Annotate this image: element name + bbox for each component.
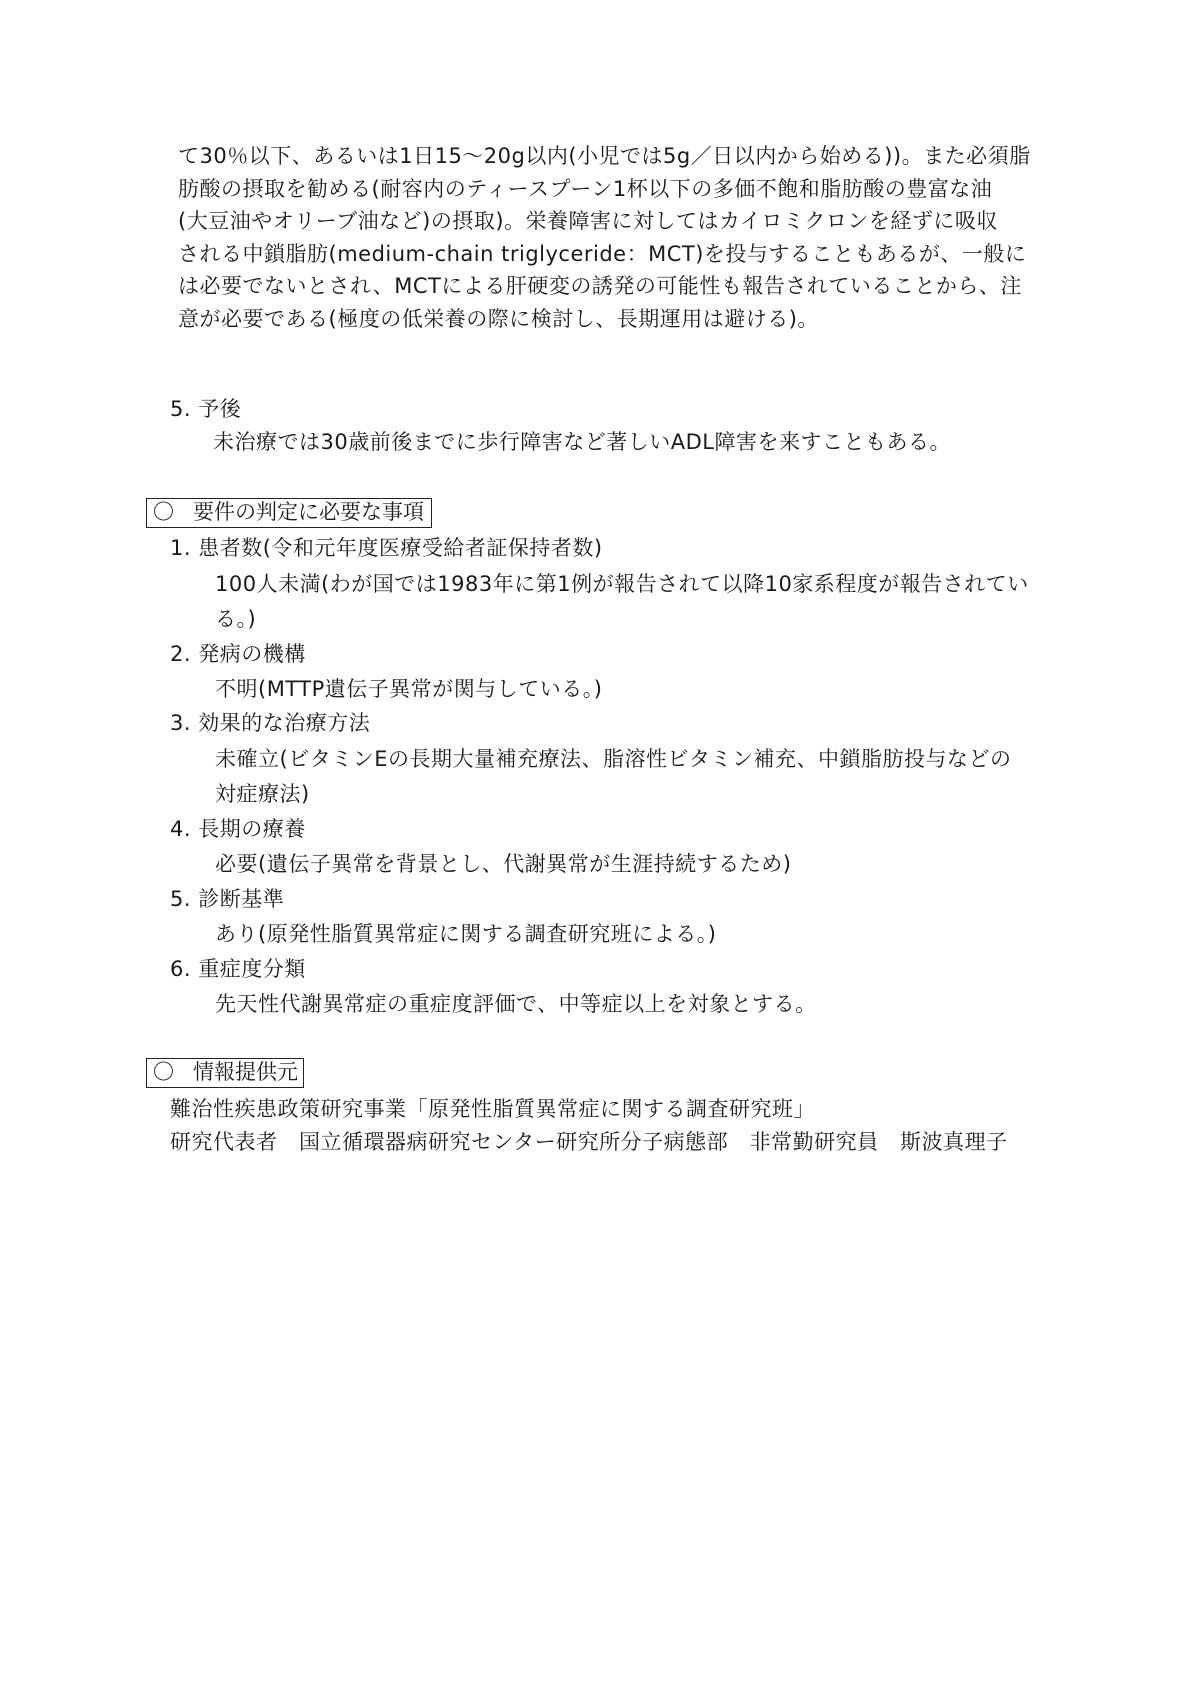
- treatment-line: される中鎖脂肪(medium-chain triglyceride：MCT)を投与することもあるが、一般に: [178, 242, 1027, 266]
- requirement-text: 対症療法): [215, 782, 310, 806]
- circle-mark: 〇: [153, 500, 174, 524]
- requirement-heading: 3. 効果的な治療方法: [170, 711, 371, 735]
- prognosis-heading: 5. 予後: [170, 397, 242, 421]
- requirement-text: 不明(MTTP遺伝子異常が関与している。): [215, 677, 603, 701]
- requirement-text: 100人未満(わが国では1983年に第1例が報告されて以降10家系程度が報告されてい: [215, 572, 1029, 596]
- requirement-text: る。): [215, 607, 257, 631]
- source-title: 情報提供元: [193, 1060, 298, 1084]
- circle-mark: 〇: [153, 1060, 174, 1084]
- treatment-line: は必要でないとされ、MCTによる肝硬変の誘発の可能性も報告されていることから、注: [178, 274, 1022, 298]
- requirements-section-heading: [146, 498, 432, 528]
- requirement-text: あり(原発性脂質異常症に関する調査研究班による。): [215, 922, 717, 946]
- requirement-text: 未確立(ビタミンEの長期大量補充療法、脂溶性ビタミン補充、中鎖脂肪投与などの: [215, 747, 1012, 771]
- requirement-heading: 6. 重症度分類: [170, 957, 306, 981]
- treatment-line: 肪酸の摂取を勧める(耐容内のティースプーン1杯以下の多価不飽和脂肪酸の豊富な油: [178, 177, 993, 201]
- requirement-text: 必要(遺伝子異常を背景とし、代謝異常が生涯持続するため): [215, 852, 792, 876]
- prognosis-text: 未治療では30歳前後までに歩行障害など著しいADL障害を来すこともある。: [213, 430, 951, 454]
- requirement-heading: 4. 長期の療養: [170, 817, 306, 841]
- treatment-line: て30％以下、あるいは1日15～20g以内(小児では5g／日以内から始める))。また必須脂: [178, 144, 1031, 168]
- treatment-line: 意が必要である(極度の低栄養の際に検討し、長期運用は避ける)。: [178, 307, 819, 331]
- requirement-heading: 1. 患者数(令和元年度医療受給者証保持者数): [170, 536, 603, 560]
- requirements-title: 要件の判定に必要な事項: [193, 500, 424, 524]
- treatment-line: (大豆油やオリーブ油など)の摂取)。栄養障害に対してはカイロミクロンを経ずに吸収: [178, 209, 998, 233]
- source-section-heading: [146, 1058, 304, 1088]
- requirement-heading: 5. 診断基準: [170, 887, 285, 911]
- source-line: 難治性疾患政策研究事業「原発性脂質異常症に関する調査研究班」: [170, 1097, 815, 1121]
- requirement-text: 先天性代謝異常症の重症度評価で、中等症以上を対象とする。: [215, 992, 817, 1016]
- requirement-heading: 2. 発病の機構: [170, 642, 306, 666]
- source-line: 研究代表者 国立循環器病研究センター研究所分子病態部 非常勤研究員 斯波真理子: [170, 1130, 1008, 1154]
